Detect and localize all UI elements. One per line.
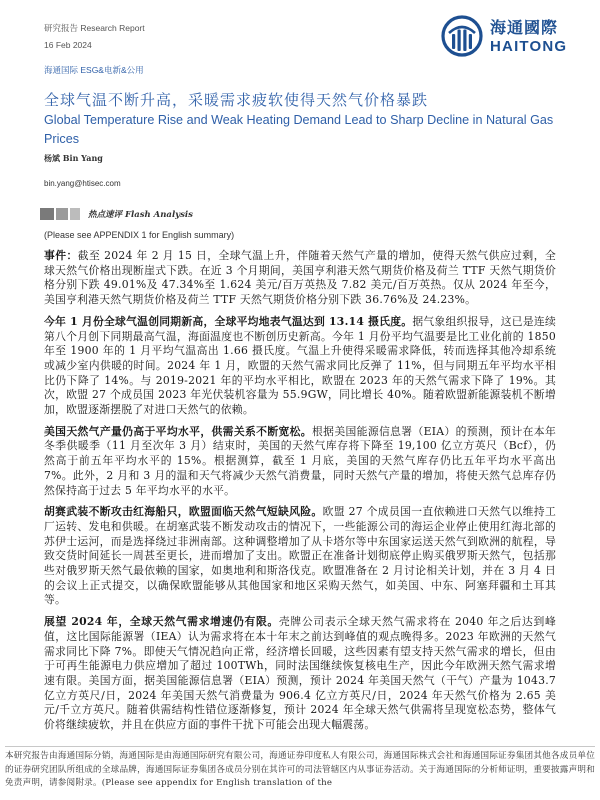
footer-divider [5,746,595,747]
paragraph-lead: 今年 1 月份全球气温创同期新高，全球平均地表气温达到 13.14 摄氏度。 [44,314,413,328]
emblem-ring [443,17,481,55]
report-body [44,249,556,741]
body-paragraph [44,425,556,499]
paragraph-lead: 事件： [44,249,78,262]
body-paragraph [44,615,556,733]
report-title-cn: 全球气温不断升高，采暖需求疲软使得天然气价格暴跌 [44,91,429,109]
banner-block [40,208,54,220]
logo-name-cn: 海通國際 [490,17,559,37]
emblem-graphic [440,14,484,58]
logo-wordmark [490,18,567,55]
paragraph-lead: 胡赛武装不断攻击红海船只，欧盟面临天然气短缺风险。 [44,505,323,519]
emblem-bar [469,34,472,49]
paragraph-lead: 美国天然气产量仍高于平均水平，供需关系不断宽松。 [44,424,312,438]
emblem-bar [463,30,466,52]
author-email[interactable]: bin.yang@htisec.com [44,179,121,188]
emblem-bar [458,30,461,52]
paragraph-lead: 展望 2024 年，全球天然气需求增速仍有限。 [44,615,279,629]
author-name: 杨斌 Bin Yang [44,153,103,163]
report-type-label: 研究报告 Research Report [44,23,145,33]
report-title-en: Global Temperature Rise and Weak Heating Demand Lead to Sharp Decline in Natural Gas Prices [44,113,554,146]
paragraph-text: 截至 2024 年 2 月 15 日，全球气温上升，伴随着天然气产量的增加，使得天然气供应过剩，全球天然气价格出现断崖式下跌。在近 3 个月期间，美国亨利港天然气期货价格及荷兰 TTF 天然气期货价格分别下跌 49.01%及 47.34%至 1.624 美元/百万英热及 7.82 美元/百万英热。仅从 2024 年至今，美国亨利港天然气期货价格及荷兰 TTF 天然气期货价格分别下跌 36.76%及 24.23%。 [44,249,556,307]
paragraph-text: 壳牌公司表示全球天然气需求将在 2040 年之后达到峰值，这比国际能源署（IEA）认为需求将在本十年末之前达到峰值的观点晚得多。2023 年欧洲的天然气需求同比下降 7%。即使天气情况趋向正常，经济增长回暖，这些因素有望支持天然气需求的增长，但由于可再生能源电力供应增加了超过 100TWh，同时法国继续恢复核电生产，因此今年欧洲天然气需求增速有限。美国方面，据美国能源信息署（EIA）预测，预计 2024 年美国天然气（干气）产量为 1043.7 亿立方英尺/日，2024 年美国天然气消费量为 906.4 亿立方英尺/日，2024 年天然气价格为 2.65 美元/千立方英尺。随着供需结构性错位逐渐修复，预计 2024 年全球天然气供需将呈现宽松态势，整体气价将继续疲软，并且在供应方面的事件干扰下可能会出现大幅震荡。 [44,615,556,732]
body-paragraph [44,249,556,308]
body-paragraph [44,315,556,418]
disclaimer-footer: 本研究报告由海通国际分销，海通国际是由海通国际研究有限公司，海通证券印度私人有限公司，海通国际株式会社和海通国际证券集团其他各成员单位的证券研究团队所组成的全球品牌，海通国际证券集团各成员分别在其许可的司法管辖区内从事证券活动。关于海通国际的分析师证明，重要披露声明和免责声明，请参阅附录。(Please see appendix for English translation of the [5,751,595,789]
body-paragraph [44,505,556,608]
haitong-emblem-icon [440,14,484,58]
section-banner [40,206,193,221]
report-sector: 海通国际 ESG&电新&公用 [44,65,144,75]
haitong-logo [440,13,567,59]
banner-block [70,208,80,220]
paragraph-text: 根据美国能源信息署（EIA）的预测，预计在本年冬季供暖季（11 月至次年 3 月）结束时，美国的天然气库存将下降至 19,100 亿立方英尺（Bcf），仍然高于前五年平均水平的 15%。根据测算，截至 1 月底，美国的天然气库存仍比五年平均水平高出 7%。此外，2 月和 3 月的温和天气将减少天然气消费量，同时天然气产量的增加，将使天然气总库存仍然保持高于过去 5 年平均水平的水平。 [44,424,556,497]
section-banner-label: 热点速评 Flash Analysis [88,209,193,220]
paragraph-text: 据气象组织报导，这已是连续第八个月创下同期最高气温，海面温度也不断创历史新高。今年 1 月份平均气温要是比工业化前的 1850 年至 1900 年的 1 月平均气温高出 1.66 摄氏度。气温上升使得采暖需求降低，转而选择其他冷却系统或减少室内供暖的时间。2024 年 1 月，欧盟的天然气需求同比反弹了 11%，但与同期五年平均水平相比仍下降了 14%。与 2019-2021 年的平均水平相比，欧盟在 2023 年的天然气需求下降了 19%。其次，欧盟 27 个成员国 2023 年光伏装机容量为 55.9GW，同比增长 40%。随着欧盟新能源装机不断增加，欧盟逐渐摆脱了对进口天然气的依赖。 [44,314,556,417]
paragraph-text: 欧盟 27 个成员国一直依赖进口天然气以维持工厂运转、发电和供暖。在胡塞武装不断发动攻击的情况下，一些能源公司的海运企业停止使用红海北部的苏伊士运河，而是选择绕过非洲南部。这种调整增加了从卡塔尔等中东国家运送天然气到欧洲的航程，导致交货时间延长一周甚至更长，进而增加了支出。欧盟正在准备计划彻底停止购买俄罗斯天然气，包括那些对俄罗斯天然气最依赖的国家，如奥地利和斯洛伐克。欧盟准备在 2 月讨论相关计划，并在 3 月 4 日的会议上正式提交，以确保欧盟能够从其他国家和地区采购天然气，如美国、中东、阿塞拜疆和土耳其等。 [44,505,556,607]
banner-block [56,208,68,220]
english-summary-note: (Please see APPENDIX 1 for English summary) [44,230,235,240]
emblem-bar [452,34,455,49]
logo-name-en: HAITONG [490,37,568,55]
report-date: 16 Feb 2024 [44,40,92,50]
